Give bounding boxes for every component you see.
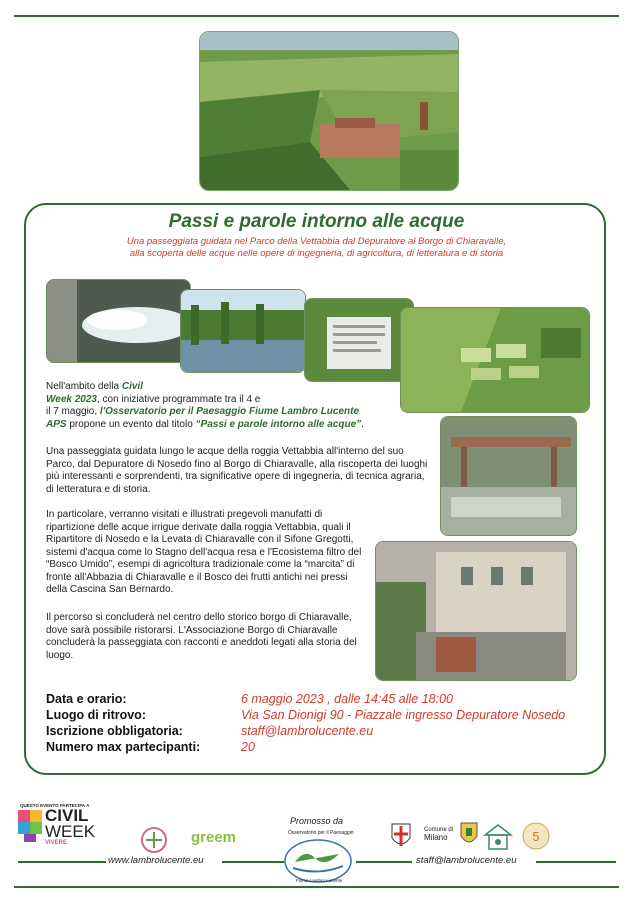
civil-word: CIVIL [45,806,89,825]
promosso-label: Promosso da [290,816,344,826]
top-rule [14,15,619,17]
footer-rule-middle-right [356,861,412,863]
description-paragraph: Una passeggiata guidata lungo le acque della roggia Vettabbia all'interno del suo Parco, dal Depuratore di Nosedo fino al Borgo di Chiaravalle, alla riscoperta dei luoghi più interessanti e sorprendenti, tra significative opere di ingegneria, di tecnica agraria, di letteratura e di storia. [46,446,428,495]
email-link[interactable]: staff@lambrolucente.eu [416,855,517,866]
milano-coat-of-arms-icon [390,822,412,855]
bottom-rule [14,886,619,888]
photo-info-sign [304,298,414,382]
detail-value-place: Via San Dionigi 90 - Piazzale ingresso Depuratore Nosedo [241,708,566,722]
vivere-word: VIVERE [45,840,68,846]
detail-label-place: Luogo di ritrovo: [46,708,146,722]
intro-paragraph: Nell'ambito della Civil Week 2023, con iniziative programmate tra il 4 e il 7 maggio, l'Osservatorio per il Paesaggio Fiume Lambro Lucente APS propone un evento dal titolo “Passi e parole intorno alle acque”. [46,381,364,430]
greem-logo: greem [191,829,237,846]
badge-five-icon [520,821,552,856]
subtitle-line-2: alla scoperta delle acque nelle opere di ingegneria, di agricoltura, di letteratura e di storia [129,248,504,259]
comune-milano-logo [424,826,453,842]
photo-spillway [46,279,191,363]
osservatorio-label: Osservatorio per il Paesaggio [288,830,354,836]
conclusion-paragraph: Il percorso si concluderà nel centro dello storico borgo di Chiaravalle, dove sarà possibile ristorarsi. L'Associazione Borgo di Chiaravalle concluderà la passeggiata con racconti e aneddoti legati alla storia del luogo. [46,612,357,661]
detail-value-max: 20 [241,740,255,754]
civil-week-caption: QUESTO EVENTO PARTECIPA A [20,803,90,808]
milano-text: Milano [424,833,448,842]
detail-label-max: Numero max partecipanti: [46,740,201,754]
municipio-shield-icon [460,822,478,853]
detail-label-registration: Iscrizione obbligatoria: [46,724,183,738]
detail-value-date: 6 maggio 2023 , dalle 14:45 alle 18:00 [241,692,453,706]
detail-label-date: Data e orario: [46,692,127,706]
civil-week-logo-text [45,808,95,847]
footer-rule-right [536,861,616,863]
lambro-label: Fiume Lambro Lucente [296,878,343,883]
photo-sluice-gate [440,416,577,536]
footer-rule-left [18,861,106,863]
subtitle-line-1: Una passeggiata guidata nel Parco della Vettabbia dal Depuratore al Borgo di Chiaravalle, [126,236,507,247]
house-logo-icon [483,822,513,857]
week-word: WEEK [45,822,96,841]
website-link[interactable]: www.lambrolucente.eu [108,855,204,866]
aerial-photo-chiaravalle [199,31,459,191]
event-title: Passi e parole intorno alle acque [168,211,465,232]
footer-rule-middle-left [222,861,284,863]
photo-pumping-station [375,541,577,681]
svg-text:5: 5 [532,829,540,844]
photo-canal-trees [180,289,306,373]
comune-di-text: Comune di [424,827,454,833]
sites-paragraph: In particolare, verranno visitati e illustrati pregevoli manufatti di ripartizione delle acque irrigue derivate dalla roggia Vettabbia, quali il Ripartitore di Nosedo e la Levata di Chiaravalle con il Sifone Gregotti, sistemi d'acqua come lo Stagno dell'acqua resa e l'Ecosistema filtro del “Bosco Umido”, esempi di agricoltura tradizionale come la “marcita” di fronte all'Abbazia di Chiaravalle e il Bosco dei frutti antichi nei pressi della Cascina San Bernardo. [46,509,362,595]
civil-week-logo-icon [18,810,42,847]
photo-marcita-fields [400,307,590,413]
detail-value-registration[interactable]: staff@lambrolucente.eu [241,724,374,738]
